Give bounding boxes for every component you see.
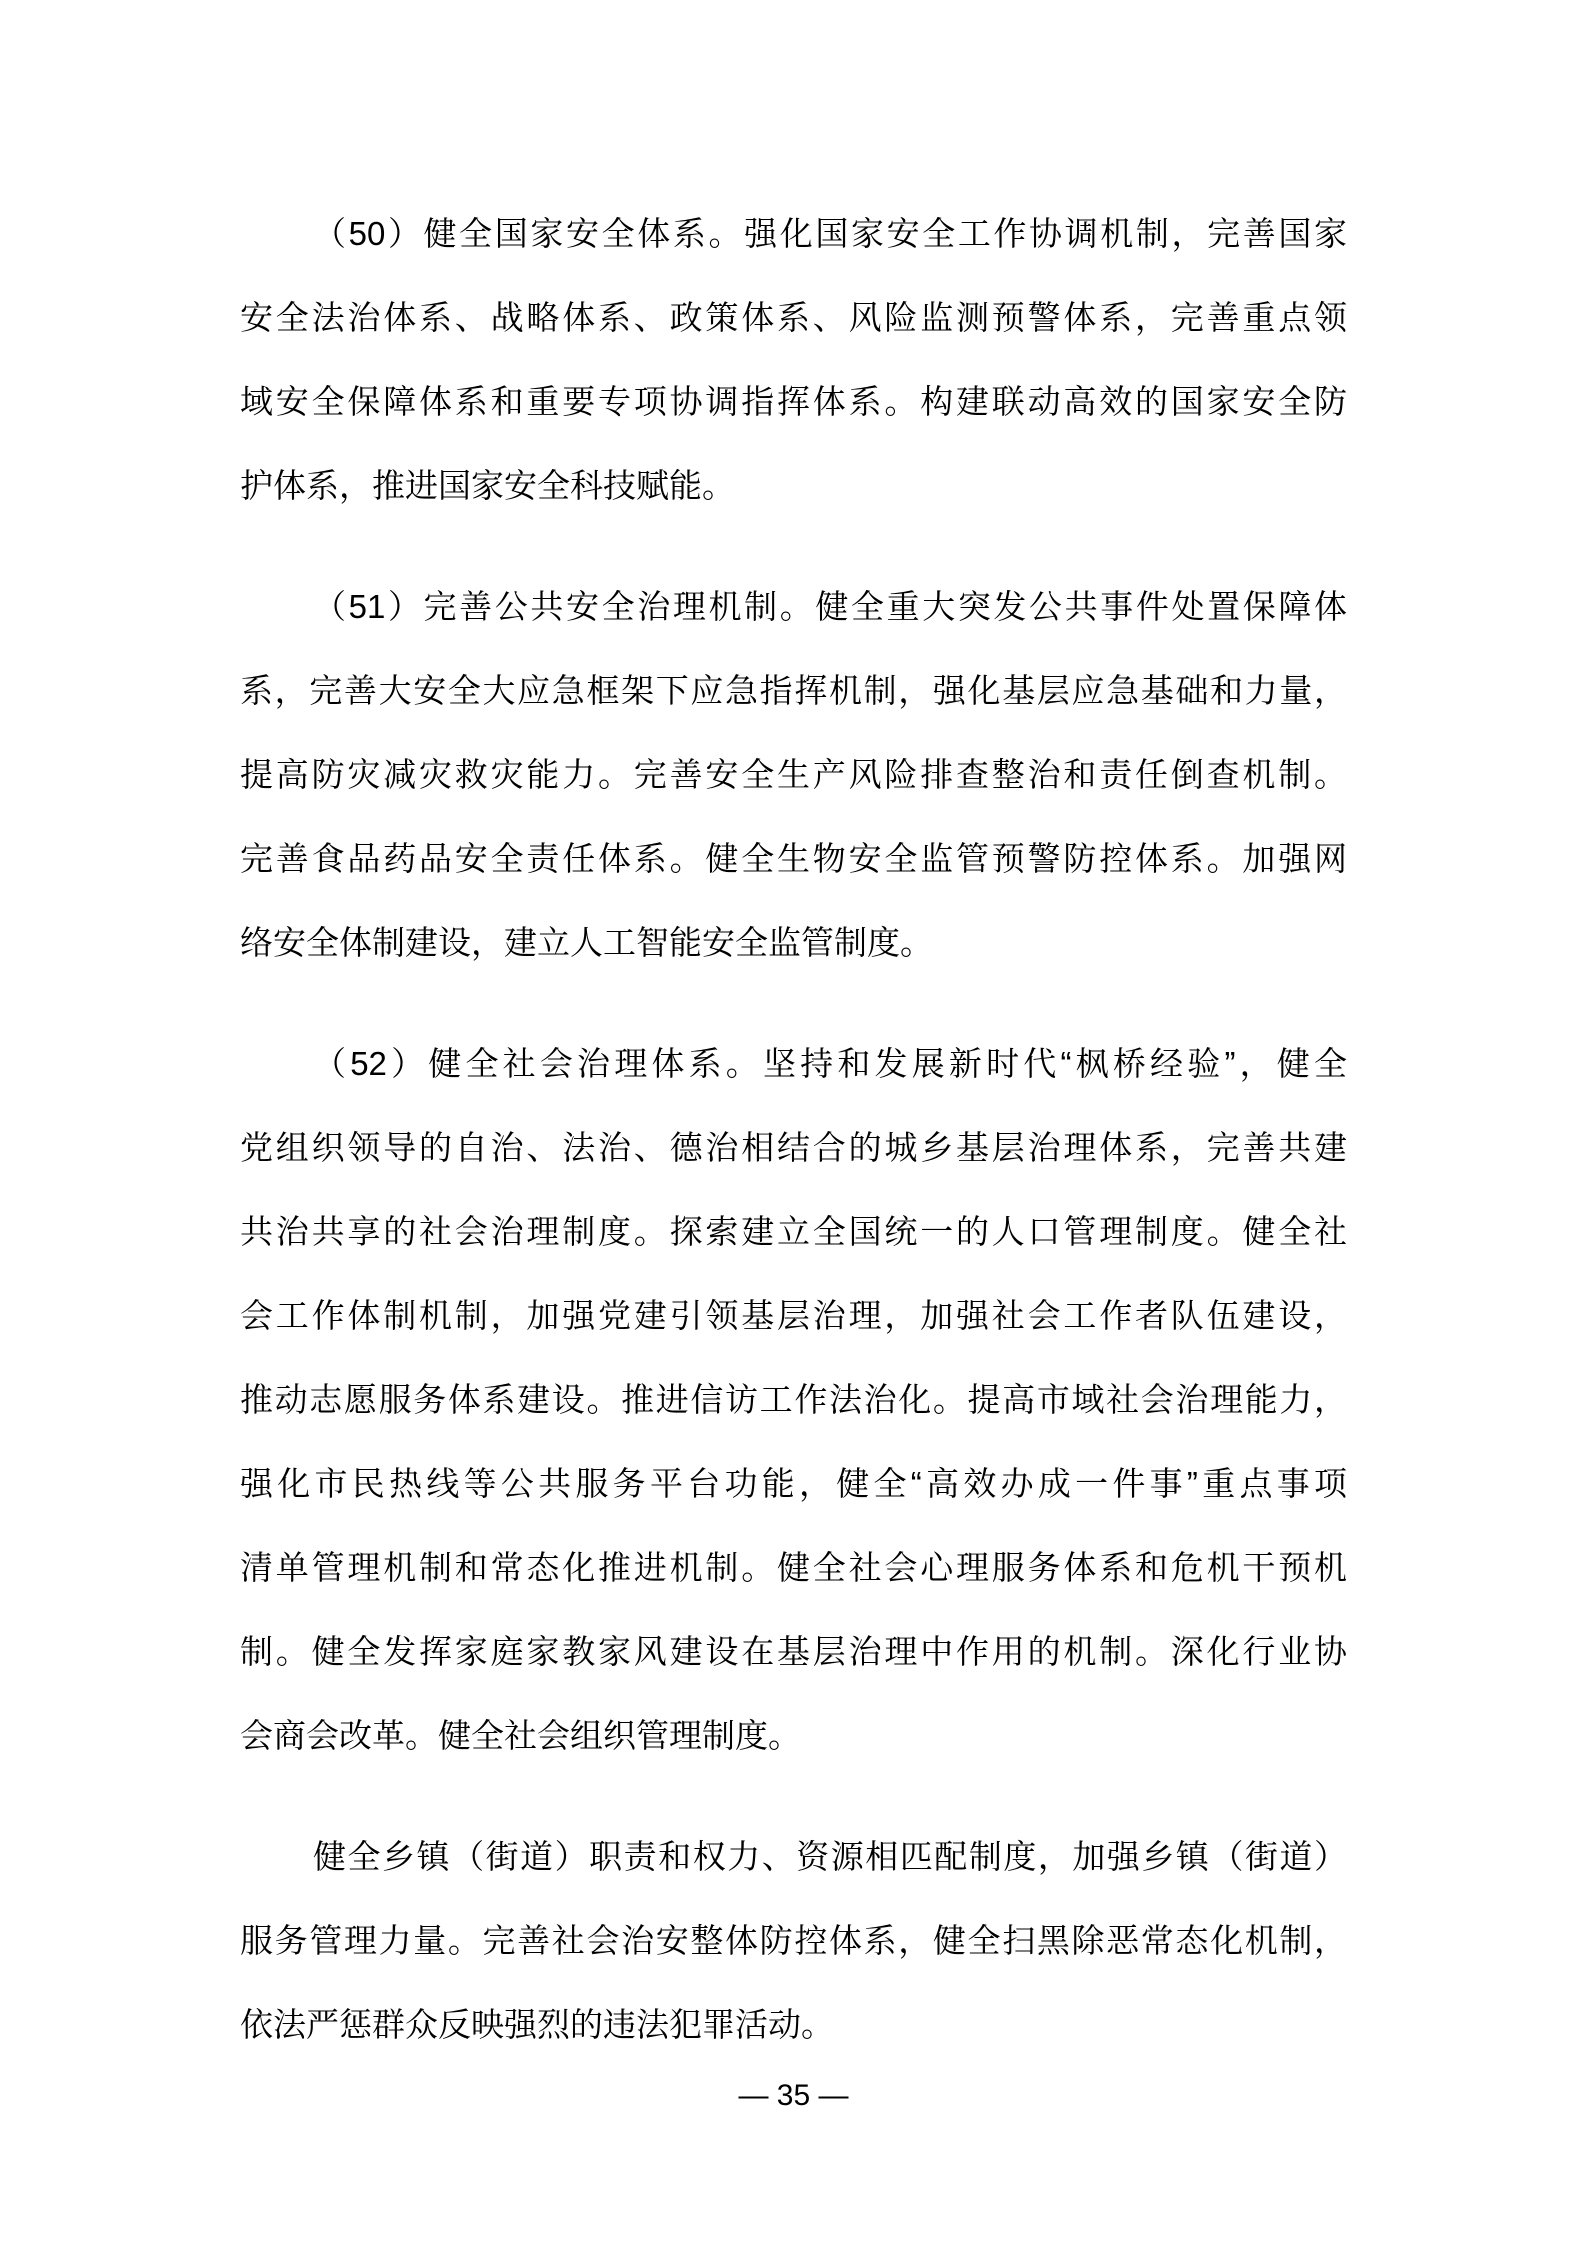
text-line: 护体系，推进国家安全科技赋能。 (240, 467, 735, 504)
text-line: 会工作体制机制，加强党建引领基层治理，加强社会工作者队伍建设， (240, 1297, 1347, 1334)
text-line: 系，完善大安全大应急框架下应急指挥机制，强化基层应急基础和力量， (240, 672, 1347, 709)
paragraph-closing (240, 1815, 1347, 2067)
paragraph-item-50 (240, 192, 1347, 528)
text-line: （51）完善公共安全治理机制。健全重大突发公共事件处置保障体 (313, 588, 1347, 625)
text-line: 共治共享的社会治理制度。探索建立全国统一的人口管理制度。健全社 (240, 1213, 1347, 1250)
text-line: 域安全保障体系和重要专项协调指挥体系。构建联动高效的国家安全防 (240, 383, 1347, 420)
text-line: 完善食品药品安全责任体系。健全生物安全监管预警防控体系。加强网 (240, 840, 1347, 877)
text-line: 健全乡镇（街道）职责和权力、资源相匹配制度，加强乡镇（街道） (313, 1838, 1347, 1875)
text-line: 络安全体制建设，建立人工智能安全监管制度。 (240, 924, 933, 961)
text-line: 安全法治体系、战略体系、政策体系、风险监测预警体系，完善重点领 (240, 299, 1347, 336)
text-line: 制。健全发挥家庭家教家风建设在基层治理中作用的机制。深化行业协 (240, 1633, 1347, 1670)
text-line: 服务管理力量。完善社会治安整体防控体系，健全扫黑除恶常态化机制， (240, 1922, 1347, 1959)
text-line: 推动志愿服务体系建设。推进信访工作法治化。提高市域社会治理能力， (240, 1381, 1347, 1418)
text-line: 清单管理机制和常态化推进机制。健全社会心理服务体系和危机干预机 (240, 1549, 1347, 1586)
page-number: — 35 — (738, 2079, 849, 2112)
text-line: 强化市民热线等公共服务平台功能，健全“高效办成一件事”重点事项 (240, 1465, 1347, 1502)
text-line: 提高防灾减灾救灾能力。完善安全生产风险排查整治和责任倒查机制。 (240, 756, 1347, 793)
text-line: 党组织领导的自治、法治、德治相结合的城乡基层治理体系，完善共建 (240, 1129, 1347, 1166)
text-line: （50）健全国家安全体系。强化国家安全工作协调机制，完善国家 (313, 215, 1347, 252)
paragraph-item-52 (240, 1022, 1347, 1778)
document-body (240, 192, 1347, 2067)
paragraph-item-51 (240, 565, 1347, 985)
text-line: （52）健全社会治理体系。坚持和发展新时代“枫桥经验”，健全 (313, 1045, 1347, 1082)
text-line: 会商会改革。健全社会组织管理制度。 (240, 1717, 801, 1754)
text-line: 依法严惩群众反映强烈的违法犯罪活动。 (240, 2006, 834, 2043)
